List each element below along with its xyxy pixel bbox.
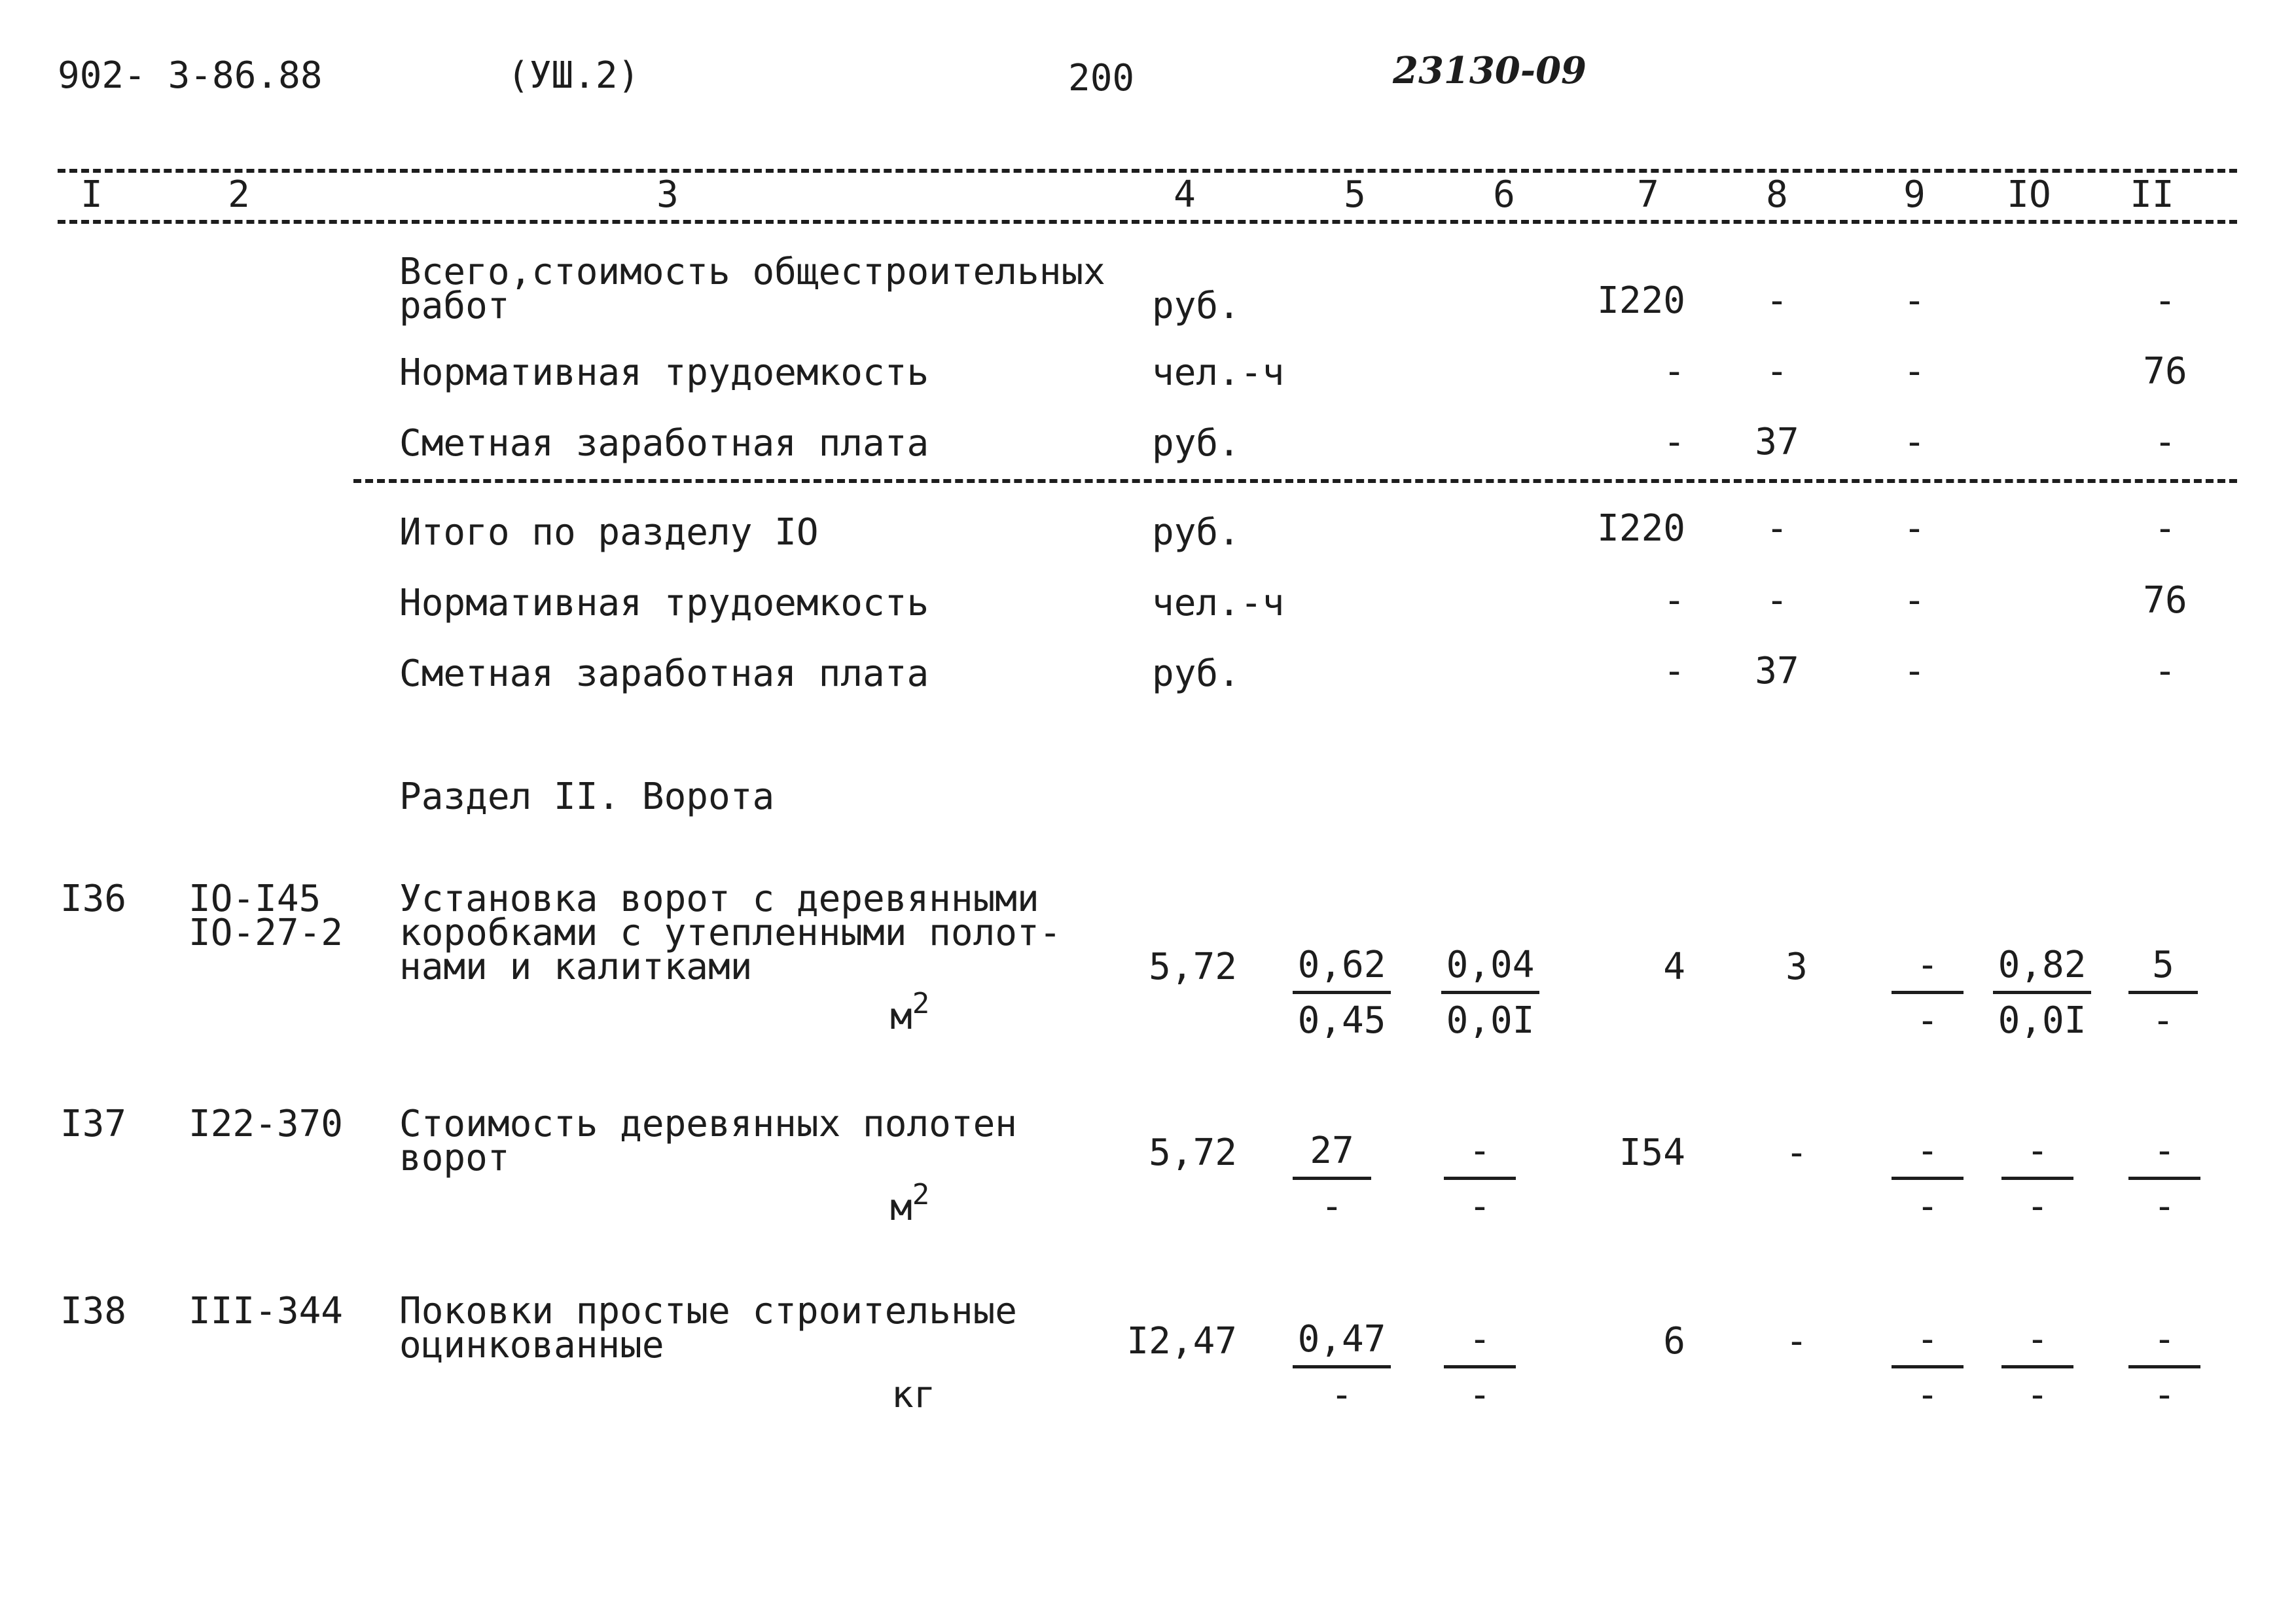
work-description: Поковки простые строительные: [399, 1290, 1018, 1332]
cell-col9: -: [1903, 350, 1926, 393]
cell-col7: 4: [1663, 946, 1685, 988]
numerator: -: [2026, 1130, 2049, 1172]
row-label: Сметная заработная плата: [399, 652, 929, 695]
document-code: 902- 3-86.88: [58, 54, 323, 97]
fraction-col10: [1993, 942, 2091, 1044]
work-description: Установка ворот с деревянными: [399, 878, 1039, 920]
denominator: -: [2153, 1185, 2176, 1228]
numerator: 0,62: [1297, 944, 1386, 986]
fraction-bar: [1441, 991, 1539, 994]
rate-code: III-344: [188, 1290, 344, 1332]
cell-col7: 6: [1663, 1320, 1685, 1363]
numerator: -: [1469, 1130, 1491, 1172]
cell-col11: -: [2154, 421, 2176, 463]
numerator: -: [1916, 1130, 1939, 1172]
cell-col8: 37: [1755, 421, 1799, 463]
unit-of-measure: кг: [891, 1374, 936, 1416]
column-number-1: I: [81, 173, 103, 216]
rate-code-secondary: IO-27-2: [188, 912, 344, 954]
denominator: -: [1916, 1185, 1939, 1228]
item-number: I37: [60, 1103, 127, 1145]
column-number-8: 8: [1766, 173, 1788, 216]
cell-col9: -: [1903, 507, 1926, 550]
quantity: I2,47: [1126, 1320, 1237, 1363]
item-number: I38: [60, 1290, 127, 1332]
denominator: -: [1916, 1374, 1939, 1416]
unit-of-measure: $м^2$: [890, 987, 930, 1038]
column-number-4: 4: [1174, 173, 1196, 216]
denominator: -: [2026, 1374, 2049, 1416]
unit: руб.: [1152, 285, 1240, 327]
fraction-col10: [2001, 1128, 2073, 1230]
column-number-6: 6: [1493, 173, 1515, 216]
work-description-line2: оцинкованные: [399, 1324, 664, 1366]
denominator: -: [1321, 1185, 1343, 1228]
unit: чел.-ч: [1152, 351, 1285, 394]
fraction-col6: [1444, 1317, 1516, 1418]
fraction-col9: [1892, 1128, 1964, 1230]
work-description-line3: нами и калитками: [399, 946, 753, 988]
fraction-col11: [2128, 1317, 2200, 1418]
unit: руб.: [1152, 422, 1240, 465]
numerator: -: [1916, 944, 1939, 986]
work-description-line2: коробками с утепленными полот-: [399, 912, 1062, 954]
column-number-3: 3: [656, 173, 679, 216]
cell-col11: -: [2154, 507, 2176, 550]
denominator: -: [2026, 1185, 2049, 1228]
cell-col8: -: [1785, 1320, 1808, 1363]
fraction-bar: [1444, 1177, 1516, 1180]
numerator: 0,47: [1297, 1318, 1386, 1361]
rate-code: I22-370: [188, 1103, 344, 1145]
denominator: -: [1469, 1374, 1491, 1416]
denominator: 0,45: [1297, 999, 1386, 1042]
cell-col9: -: [1903, 579, 1926, 622]
denominator: -: [1469, 1185, 1491, 1228]
item-number: I36: [60, 878, 127, 920]
numerator: 5: [2152, 944, 2174, 986]
column-number-2: 2: [228, 173, 250, 216]
fraction-col11: [2128, 942, 2198, 1044]
unit: чел.-ч: [1152, 582, 1285, 624]
fraction-col9: [1892, 1317, 1964, 1418]
fraction-bar: [1293, 1177, 1371, 1180]
cell-col7: -: [1663, 579, 1685, 622]
denominator: -: [1331, 1374, 1353, 1416]
column-number-7: 7: [1637, 173, 1659, 216]
fraction-col5: [1293, 942, 1391, 1044]
fraction-col5: [1293, 1317, 1391, 1418]
denominator: -: [2152, 999, 2174, 1042]
header-rule-top: [58, 169, 2237, 173]
cell-col8: -: [1785, 1132, 1808, 1174]
work-description: Стоимость деревянных полотен: [399, 1103, 1018, 1145]
page-number: 200: [1068, 57, 1135, 99]
cell-col8: -: [1766, 350, 1788, 393]
numerator: -: [2153, 1130, 2176, 1172]
header-rule-bottom: [58, 220, 2237, 224]
denominator: 0,0I: [1998, 999, 2087, 1042]
numerator: 0,82: [1998, 944, 2087, 986]
fraction-col6: [1441, 942, 1539, 1044]
quantity: 5,72: [1149, 1132, 1237, 1174]
denominator: -: [2153, 1374, 2176, 1416]
fraction-bar: [2001, 1365, 2073, 1368]
fraction-col9: [1892, 942, 1964, 1044]
unit: руб.: [1152, 511, 1240, 554]
numerator: -: [2153, 1318, 2176, 1361]
section-reference: (УШ.2): [507, 54, 640, 97]
row-label-continued: работ: [399, 285, 510, 327]
fraction-bar: [1293, 1365, 1391, 1368]
fraction-bar: [2128, 991, 2198, 994]
section-title: Раздел II. Ворота: [399, 776, 775, 818]
column-number-10: IO: [2007, 173, 2051, 216]
fraction-bar: [1444, 1365, 1516, 1368]
quantity: 5,72: [1149, 946, 1237, 988]
cell-col7: I220: [1597, 279, 1685, 322]
fraction-bar: [1892, 991, 1964, 994]
cell-col7: I54: [1619, 1132, 1685, 1174]
fraction-bar: [1293, 991, 1391, 994]
fraction-col6: [1444, 1128, 1516, 1230]
fraction-bar: [2001, 1177, 2073, 1180]
section-divider: [353, 479, 2237, 483]
row-label: Всего,стоимость общестроительных: [399, 251, 1105, 293]
numerator: 27: [1310, 1130, 1354, 1172]
fraction-bar: [1892, 1365, 1964, 1368]
numerator: -: [1916, 1318, 1939, 1361]
cell-col11: -: [2154, 650, 2176, 692]
rate-code: IO-I45: [188, 878, 321, 920]
cell-col8: -: [1766, 579, 1788, 622]
row-label: Нормативная трудоемкость: [399, 582, 929, 624]
column-number-9: 9: [1903, 173, 1926, 216]
column-number-11: II: [2130, 173, 2174, 216]
cell-col9: -: [1903, 279, 1926, 322]
row-label: Нормативная трудоемкость: [399, 351, 929, 394]
fraction-bar: [2128, 1177, 2200, 1180]
work-description-line2: ворот: [399, 1137, 510, 1179]
row-label: Сметная заработная плата: [399, 422, 929, 465]
archive-stamp: 23130-09: [1393, 49, 1587, 92]
cell-col9: -: [1903, 421, 1926, 463]
numerator: -: [1469, 1318, 1491, 1361]
denominator: -: [1916, 999, 1939, 1042]
column-number-5: 5: [1344, 173, 1366, 216]
fraction-bar: [2128, 1365, 2200, 1368]
cell-col7: -: [1663, 350, 1685, 393]
numerator: 0,04: [1446, 944, 1535, 986]
unit: руб.: [1152, 652, 1240, 695]
cell-col7: -: [1663, 421, 1685, 463]
cell-col7: -: [1663, 650, 1685, 692]
fraction-bar: [1892, 1177, 1964, 1180]
cell-col7: I220: [1597, 507, 1685, 550]
cell-col11: -: [2154, 279, 2176, 322]
row-label: Итого по разделу IO: [399, 511, 819, 554]
denominator: 0,0I: [1446, 999, 1535, 1042]
cell-col8: 3: [1785, 946, 1808, 988]
cell-col8: 37: [1755, 650, 1799, 692]
cell-col11: 76: [2143, 579, 2187, 622]
fraction-col11: [2128, 1128, 2200, 1230]
cell-col8: -: [1766, 507, 1788, 550]
numerator: -: [2026, 1318, 2049, 1361]
cell-col9: -: [1903, 650, 1926, 692]
cell-col8: -: [1766, 279, 1788, 322]
fraction-col10: [2001, 1317, 2073, 1418]
fraction-col5: [1293, 1128, 1371, 1230]
cell-col11: 76: [2143, 350, 2187, 393]
fraction-bar: [1993, 991, 2091, 994]
unit-of-measure: $м^2$: [890, 1178, 930, 1229]
